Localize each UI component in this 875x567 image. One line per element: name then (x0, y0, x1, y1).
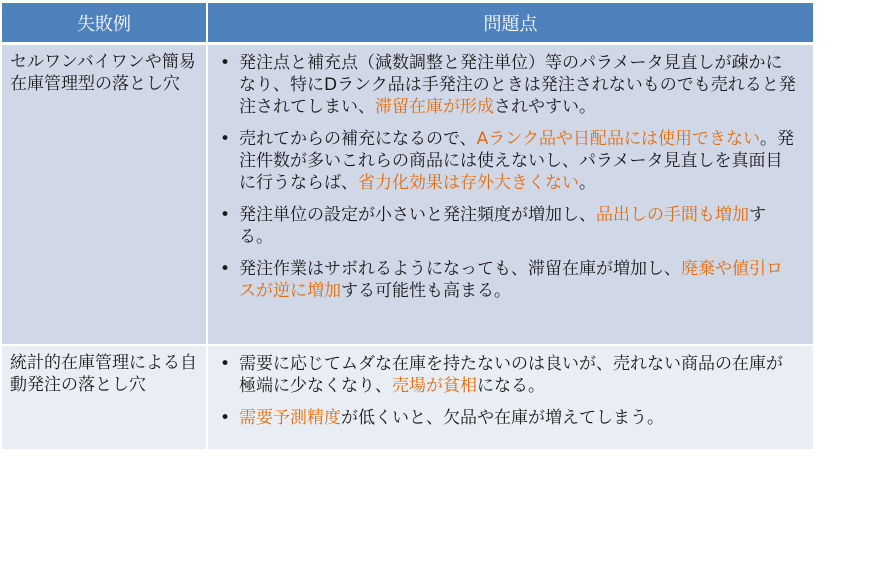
highlight-text: 省力化効果は存外大きくない (358, 173, 579, 193)
list-item: • 発注点と補充点（減数調整と発注単位）等のパラメータ見直しが疎かになり、特にDランク品は手発注のときは発注されないものでも売れると発注されてしまい、滞留在庫が形成されやすい。 (217, 52, 796, 118)
highlight-text: 品出しの手間も増加 (596, 205, 749, 225)
header-problem-points: 問題点 (207, 3, 813, 44)
problem-cell (207, 44, 813, 346)
highlight-text: 滞留在庫が形成 (375, 97, 494, 117)
problem-list (209, 347, 812, 429)
list-item: • 売れてからの補充になるので、Aランク品や日配品には使用できない。発注件数が多いこれらの商品には使えないし、パラメータ見直しを真面目に行うならば、省力化効果は存外大きくない。 (217, 128, 796, 194)
list-item: • 発注単位の設定が小さいと発注頻度が増加し、品出しの手間も増加する。 (217, 204, 796, 248)
highlight-text: Aランク品や日配品には使用できない (476, 129, 760, 149)
problem-cell (207, 345, 813, 450)
table-row (2, 345, 813, 450)
table-row (2, 44, 813, 346)
list-item: • 需要予測精度が低くいと、欠品や在庫が増えてしまう。 (217, 407, 796, 429)
highlight-text: 廃棄や値引ロスが逆に増加 (239, 259, 783, 301)
problem-list (209, 46, 812, 302)
list-item: • 発注作業はサボれるようになっても、滞留在庫が増加し、廃棄や値引ロスが逆に増加する可能性も高まる。 (217, 258, 796, 302)
highlight-text: 売場が貧相 (392, 376, 477, 396)
failure-label: セルワンバイワンや簡易在庫管理型の落とし穴 (2, 44, 207, 346)
header-failure-example: 失敗例 (2, 3, 207, 44)
table-header-row (2, 3, 813, 44)
list-item: • 需要に応じてムダな在庫を持たないのは良いが、売れない商品の在庫が極端に少なくなり、売場が貧相になる。 (217, 353, 796, 397)
failure-label: 統計的在庫管理による自動発注の落とし穴 (2, 345, 207, 450)
failure-analysis-table (2, 3, 813, 451)
highlight-text: 需要予測精度 (239, 408, 341, 428)
